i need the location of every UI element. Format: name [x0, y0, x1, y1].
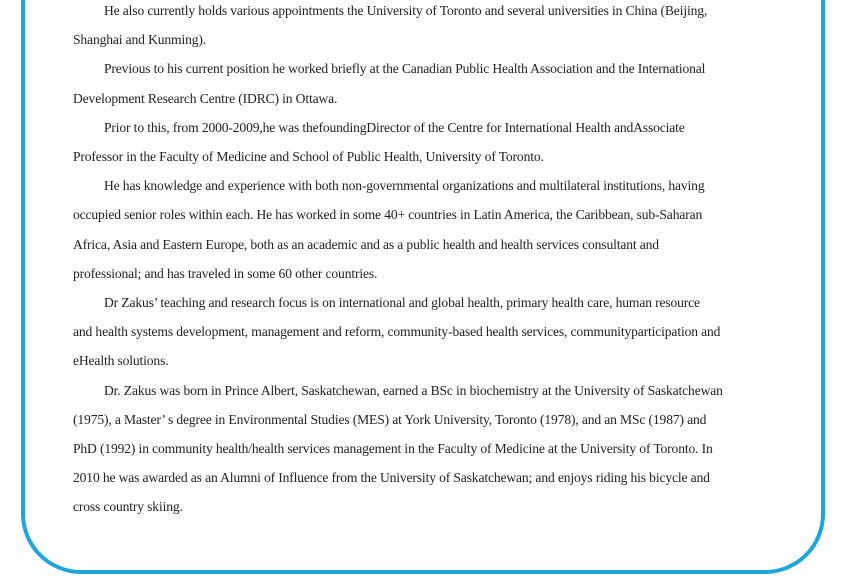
text-line: PhD (1992) in community health/health services management in the Faculty of Medicine at the University of Toronto. In [73, 441, 713, 457]
text-line: He has knowledge and experience with both non-governmental organizations and multilateral institutions, having [104, 178, 705, 194]
paragraph-research-focus [73, 288, 773, 376]
paragraph-appointments [73, 0, 773, 54]
text-line: Dr. Zakus was born in Prince Albert, Saskatchewan, earned a BSc in biochemistry at the University of Saskatchewan [104, 382, 723, 398]
paragraph-prior-role [73, 113, 773, 171]
text-line: professional; and has traveled in some 60 other countries. [73, 265, 378, 281]
text-line: Shanghai and Kunming). [73, 32, 206, 48]
paragraph-experience [73, 171, 773, 288]
text-line: occupied senior roles within each. He has worked in some 40+ countries in Latin America, the Caribbean, sub-Saharan [73, 207, 703, 223]
text-line: He also currently holds various appointments the University of Toronto and several universities in China (Beijing, [104, 3, 708, 18]
paragraph-biography [73, 376, 773, 522]
text-line: eHealth solutions. [73, 353, 169, 369]
document-body [73, 0, 773, 522]
text-line: 2010 he was awarded as an Alumni of Influence from the University of Saskatchewan; and enjoys riding his bicycle and [73, 470, 710, 486]
text-line: and health systems development, management and reform, community-based health services, communityparticipation and [73, 324, 721, 340]
text-line: Dr Zakus’ teaching and research focus is on international and global health, primary health care, human resource [104, 295, 700, 311]
text-line: (1975), a Master’ s degree in Environmental Studies (MES) at York University, Toronto (1978), and an MSc (1987) and [73, 411, 707, 427]
paragraph-previous-position [73, 54, 773, 112]
text-line: Africa, Asia and Eastern Europe, both as an academic and as a public health and health services consultant and [73, 236, 659, 252]
text-line: Professor in the Faculty of Medicine and School of Public Health, University of Toronto. [73, 149, 544, 165]
text-line: Development Research Centre (IDRC) in Ottawa. [73, 90, 338, 106]
text-line: cross country skiing. [73, 499, 183, 515]
text-line: Prior to this, from 2000-2009,he was thefoundingDirector of the Centre for International Health andAssociate [104, 119, 685, 135]
text-line: Previous to his current position he worked briefly at the Canadian Public Health Association and the International [104, 61, 706, 77]
